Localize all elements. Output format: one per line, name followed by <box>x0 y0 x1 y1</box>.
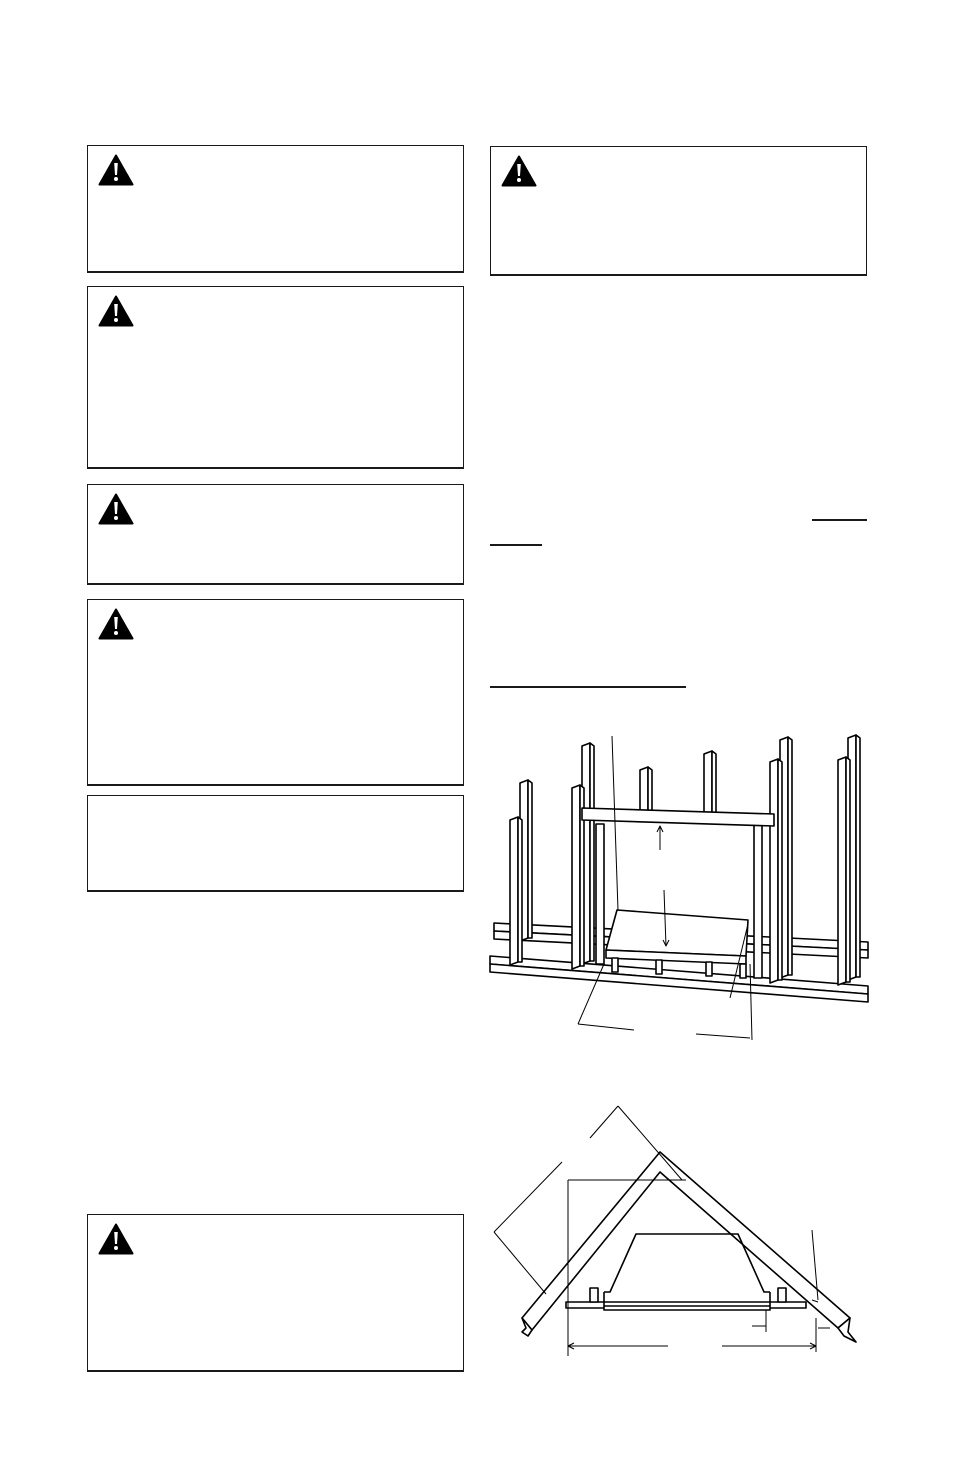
header-beam <box>582 808 774 826</box>
warning-box-3 <box>87 484 464 585</box>
warning-box-2 <box>87 286 464 469</box>
section-heading-underline <box>490 686 686 688</box>
warning-box-1 <box>87 145 464 273</box>
warning-box-right <box>490 146 867 276</box>
dimension-lines <box>494 1106 830 1356</box>
warning-triangle-icon <box>98 608 134 640</box>
underline-segment <box>812 519 867 521</box>
attic-truss-figure <box>486 1096 872 1366</box>
framing-figure <box>486 728 872 1048</box>
warning-box-5 <box>87 1214 464 1372</box>
warning-triangle-icon <box>501 155 537 187</box>
warning-box-4 <box>87 599 464 786</box>
underline-segment <box>490 544 542 546</box>
note-box <box>87 795 464 892</box>
warning-triangle-icon <box>98 154 134 186</box>
warning-triangle-icon <box>98 295 134 327</box>
warning-triangle-icon <box>98 1223 134 1255</box>
warning-triangle-icon <box>98 493 134 525</box>
